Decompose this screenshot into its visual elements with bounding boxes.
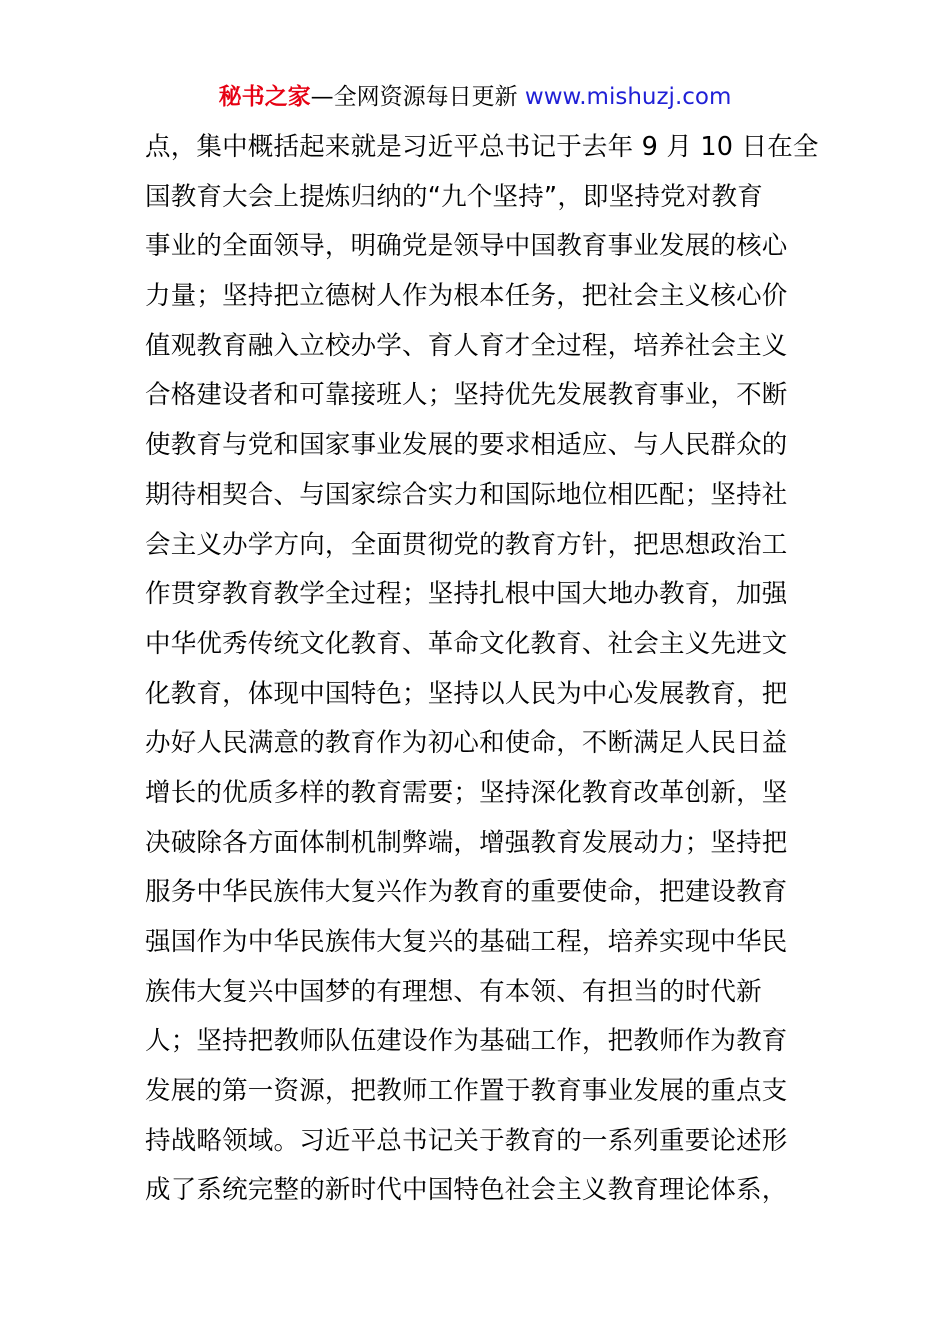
body-line: 事业的全面领导，明确党是领导中国教育事业发展的核心 xyxy=(145,231,788,262)
body-line: 决破除各方面体制机制弊端，增强教育发展动力；坚持把 xyxy=(145,827,788,858)
body-line: 作贯穿教育教学全过程；坚持扎根中国大地办教育，加强 xyxy=(145,579,788,610)
body-line: 增长的优质多样的教育需要；坚持深化教育改革创新，坚 xyxy=(145,777,788,808)
document-body xyxy=(145,123,819,1216)
body-line: 发展的第一资源，把教师工作置于教育事业发展的重点支 xyxy=(145,1076,788,1107)
body-line: 持战略领域。习近平总书记关于教育的一系列重要论述形 xyxy=(145,1125,788,1156)
body-line: 化教育，体现中国特色；坚持以人民为中心发展教育，把 xyxy=(145,678,788,709)
body-line: 办好人民满意的教育作为初心和使命，不断满足人民日益 xyxy=(145,728,788,759)
body-line: 点，集中概括起来就是习近平总书记于去年 9 月 10 日在全 xyxy=(145,132,819,162)
body-line: 使教育与党和国家事业发展的要求相适应、与人民群众的 xyxy=(145,430,788,461)
body-line: 服务中华民族伟大复兴作为教育的重要使命，把建设教育 xyxy=(145,877,788,908)
body-line: 人；坚持把教师队伍建设作为基础工作，把教师作为教育 xyxy=(145,1026,788,1057)
body-line: 期待相契合、与国家综合实力和国际地位相匹配；坚持社 xyxy=(145,479,788,510)
body-line: 合格建设者和可靠接班人；坚持优先发展教育事业，不断 xyxy=(145,380,788,411)
body-line: 成了系统完整的新时代中国特色社会主义教育理论体系， xyxy=(145,1175,788,1206)
body-line: 中华优秀传统文化教育、革命文化教育、社会主义先进文 xyxy=(145,628,788,659)
page-header xyxy=(0,80,950,114)
body-line: 强国作为中华民族伟大复兴的基础工程，培养实现中华民 xyxy=(145,927,788,957)
brand-name: 秘书之家 xyxy=(218,84,311,110)
body-line: 值观教育融入立校办学、育人育才全过程，培养社会主义 xyxy=(145,330,788,361)
site-url-link[interactable]: www.mishuzj.com xyxy=(524,84,732,110)
header-tagline: —全网资源每日更新 xyxy=(310,84,525,110)
body-line: 族伟大复兴中国梦的有理想、有本领、有担当的时代新 xyxy=(145,976,762,1007)
body-line: 力量；坚持把立德树人作为根本任务，把社会主义核心价 xyxy=(145,281,788,312)
body-line: 会主义办学方向，全面贯彻党的教育方针，把思想政治工 xyxy=(145,529,788,560)
body-line: 国教育大会上提炼归纳的“九个坚持”，即坚持党对教育 xyxy=(145,181,763,212)
